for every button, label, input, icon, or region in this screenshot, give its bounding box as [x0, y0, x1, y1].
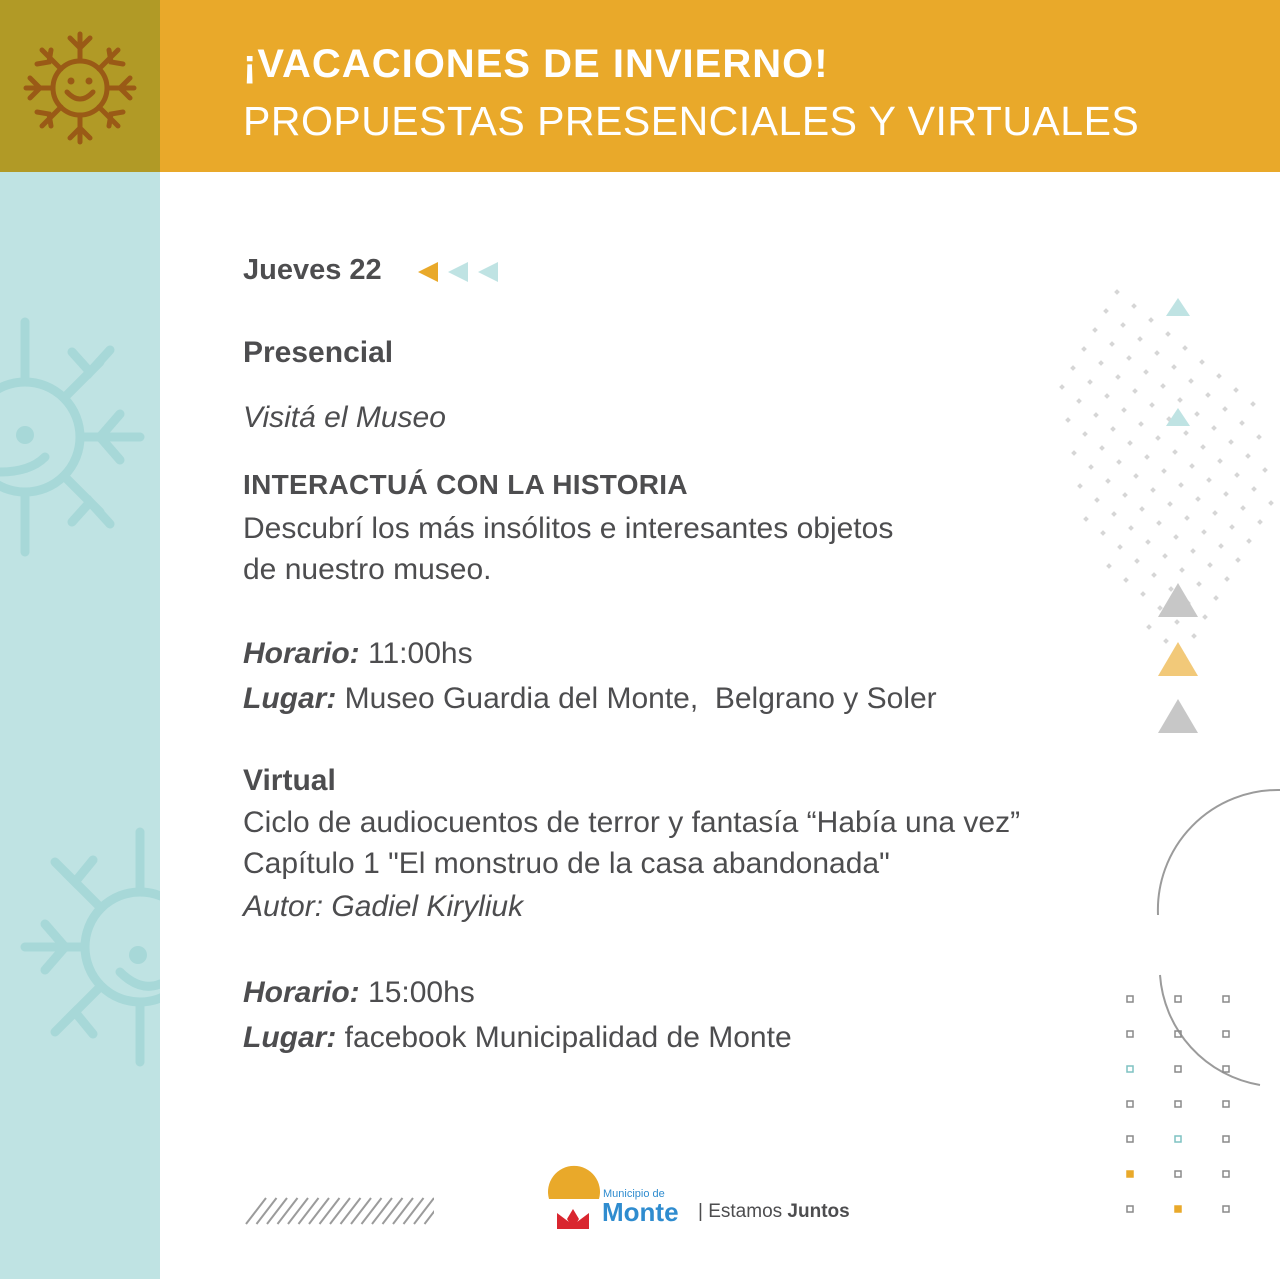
- dot: [1224, 576, 1230, 582]
- dot: [1216, 373, 1222, 379]
- dot: [1144, 454, 1150, 460]
- arc-line: [1160, 975, 1260, 1085]
- description-line: Descubrí los más insólitos e interesantes objetos: [243, 512, 894, 545]
- dot: [1093, 412, 1099, 418]
- dot: [1180, 652, 1186, 658]
- hatch-line: [246, 1198, 266, 1224]
- dot: [1228, 439, 1234, 445]
- grid-square: [1127, 1066, 1133, 1072]
- dot: [1185, 600, 1191, 606]
- dot: [1160, 383, 1166, 389]
- hatch-line: [320, 1198, 340, 1224]
- grid-square: [1127, 1101, 1133, 1107]
- grid-square: [1175, 1101, 1181, 1107]
- grid-square: [1127, 1171, 1133, 1177]
- dot: [1116, 459, 1122, 465]
- dot: [1109, 341, 1115, 347]
- hatch-line: [278, 1198, 298, 1224]
- schedule-value: 11:00hs: [368, 637, 473, 670]
- hatch-line: [383, 1198, 403, 1224]
- dot: [1190, 548, 1196, 554]
- day-label: Jueves 22: [243, 254, 382, 286]
- dot: [1199, 359, 1205, 365]
- tagline-regular: Estamos: [708, 1201, 783, 1222]
- dot: [1251, 486, 1257, 492]
- hatch-lines: [242, 1196, 434, 1226]
- triangle-arrows-icon: [418, 260, 500, 284]
- hatch-line: [309, 1198, 329, 1224]
- dot: [1205, 392, 1211, 398]
- logo-name: Monte: [602, 1197, 679, 1227]
- monte-logo-icon: [545, 1165, 603, 1231]
- dot: [1146, 624, 1152, 630]
- grid-square: [1223, 1066, 1229, 1072]
- grid-square: [1175, 1171, 1181, 1177]
- dot: [1065, 417, 1071, 423]
- virtual-schedule: [243, 976, 475, 1010]
- dot: [1250, 401, 1256, 407]
- place-label: Lugar:: [243, 682, 337, 715]
- dot: [1092, 327, 1098, 333]
- dot: [1133, 473, 1139, 479]
- dot: [1120, 322, 1126, 328]
- dot: [1138, 421, 1144, 427]
- dot: [1114, 289, 1120, 295]
- dot: [1154, 350, 1160, 356]
- dot: [1177, 397, 1183, 403]
- grid-square: [1223, 1206, 1229, 1212]
- dot: [1207, 562, 1213, 568]
- dot: [1137, 336, 1143, 342]
- dot: [1149, 402, 1155, 408]
- dot: [1111, 511, 1117, 517]
- dot: [1217, 458, 1223, 464]
- triangle-icon: [1158, 583, 1198, 617]
- dot: [1077, 483, 1083, 489]
- dot: [1213, 595, 1219, 601]
- dot: [1202, 614, 1208, 620]
- dot: [1151, 572, 1157, 578]
- grid-square: [1127, 996, 1133, 1002]
- dot: [1139, 506, 1145, 512]
- dot: [1211, 425, 1217, 431]
- logo-municipio: Municipio de: [603, 1188, 665, 1200]
- dot: [1196, 581, 1202, 587]
- triangle-icon: [1158, 699, 1198, 733]
- arc-line: [1158, 790, 1280, 915]
- hatch-line: [351, 1198, 371, 1224]
- dot: [1240, 505, 1246, 511]
- hatch-line: [267, 1198, 287, 1224]
- dot: [1234, 472, 1240, 478]
- grid-square: [1175, 1031, 1181, 1037]
- dot: [1143, 369, 1149, 375]
- dot: [1081, 346, 1087, 352]
- dot: [1206, 477, 1212, 483]
- dot: [1173, 534, 1179, 540]
- dot: [1157, 605, 1163, 611]
- dot: [1132, 388, 1138, 394]
- presencial-title: Presencial: [243, 336, 394, 369]
- presencial-activity: Visitá el Museo: [243, 401, 446, 434]
- dot: [1128, 525, 1134, 531]
- dot: [1212, 510, 1218, 516]
- dot: [1229, 524, 1235, 530]
- place-value: facebook Municipalidad de Monte: [344, 1021, 792, 1054]
- dot: [1223, 491, 1229, 497]
- dot: [1167, 501, 1173, 507]
- tagline-bold: Juntos: [787, 1201, 850, 1222]
- description-line: Capítulo 1 "El monstruo de la casa abandonada": [243, 847, 890, 880]
- virtual-title: Virtual: [243, 764, 336, 797]
- dot: [1117, 544, 1123, 550]
- triangle-icon: [1158, 642, 1198, 676]
- hatch-line: [404, 1198, 424, 1224]
- dot: [1163, 638, 1169, 644]
- dot: [1245, 453, 1251, 459]
- dot: [1123, 577, 1129, 583]
- virtual-author: Autor: Gadiel Kiryliuk: [243, 890, 524, 923]
- dot: [1088, 464, 1094, 470]
- hatch-line: [393, 1198, 413, 1224]
- dot: [1110, 426, 1116, 432]
- dot: [1105, 478, 1111, 484]
- grid-square: [1223, 996, 1229, 1002]
- dot: [1162, 553, 1168, 559]
- dot: [1099, 445, 1105, 451]
- dot: [1166, 416, 1172, 422]
- hatch-line: [362, 1198, 382, 1224]
- dot: [1150, 487, 1156, 493]
- dot: [1183, 430, 1189, 436]
- description-line: Ciclo de audiocuentos de terror y fantasía “Había una vez”: [243, 806, 1021, 839]
- dot: [1239, 420, 1245, 426]
- presencial-heading: INTERACTUÁ CON LA HISTORIA: [243, 469, 688, 500]
- dot: [1070, 365, 1076, 371]
- dot: [1222, 406, 1228, 412]
- dot: [1246, 538, 1252, 544]
- dot: [1104, 393, 1110, 399]
- grid-square: [1127, 1206, 1133, 1212]
- dot: [1268, 500, 1274, 506]
- dot: [1145, 539, 1151, 545]
- dot: [1115, 374, 1121, 380]
- dot: [1071, 450, 1077, 456]
- dot: [1059, 384, 1065, 390]
- presencial-place: [243, 682, 937, 716]
- dot: [1106, 563, 1112, 569]
- dot: [1165, 331, 1171, 337]
- decorative-pattern: [1020, 180, 1280, 1240]
- grid-square: [1223, 1031, 1229, 1037]
- header-subtitle: PROPUESTAS PRESENCIALES Y VIRTUALES: [243, 98, 1140, 144]
- dot: [1103, 308, 1109, 314]
- grid-square: [1175, 996, 1181, 1002]
- schedule-value: 15:00hs: [368, 976, 475, 1009]
- dot: [1082, 431, 1088, 437]
- dot: [1179, 567, 1185, 573]
- dot: [1140, 591, 1146, 597]
- dot: [1100, 530, 1106, 536]
- hatch-line: [257, 1198, 277, 1224]
- dot: [1184, 515, 1190, 521]
- dot: [1262, 467, 1268, 473]
- header-corner: [0, 0, 160, 172]
- grid-square: [1175, 1066, 1181, 1072]
- dot: [1257, 519, 1263, 525]
- dot: [1083, 516, 1089, 522]
- dot: [1134, 558, 1140, 564]
- place-value: Museo Guardia del Monte, Belgrano y Soler: [344, 682, 937, 715]
- dot: [1172, 449, 1178, 455]
- dot: [1235, 557, 1241, 563]
- grid-square: [1127, 1031, 1133, 1037]
- virtual-description: [243, 802, 1020, 884]
- dot: [1087, 379, 1093, 385]
- dot: [1182, 345, 1188, 351]
- dot: [1094, 497, 1100, 503]
- dot: [1155, 435, 1161, 441]
- dot: [1218, 543, 1224, 549]
- dot: [1174, 619, 1180, 625]
- dot: [1126, 355, 1132, 361]
- hatch-line: [299, 1198, 319, 1224]
- grid-square: [1223, 1136, 1229, 1142]
- dot: [1161, 468, 1167, 474]
- triangle-icon: [1166, 408, 1190, 426]
- dot: [1200, 444, 1206, 450]
- presencial-description: [243, 508, 893, 590]
- schedule-label: Horario:: [243, 637, 360, 670]
- dot: [1194, 411, 1200, 417]
- dot: [1098, 360, 1104, 366]
- triangle-icon: [1166, 298, 1190, 316]
- dot: [1189, 463, 1195, 469]
- hatch-line: [372, 1198, 392, 1224]
- description-line: de nuestro museo.: [243, 553, 492, 586]
- grid-square: [1175, 1136, 1181, 1142]
- hatch-line: [425, 1198, 435, 1224]
- grid-square: [1127, 1136, 1133, 1142]
- dot: [1121, 407, 1127, 413]
- logo-tagline: [698, 1201, 850, 1223]
- dot: [1122, 492, 1128, 498]
- dot: [1076, 398, 1082, 404]
- dot: [1233, 387, 1239, 393]
- grid-square: [1223, 1101, 1229, 1107]
- presencial-schedule: [243, 637, 473, 671]
- dot: [1201, 529, 1207, 535]
- virtual-place: [243, 1021, 792, 1055]
- header-title: ¡VACACIONES DE INVIERNO!: [243, 42, 829, 86]
- hatch-line: [330, 1198, 350, 1224]
- schedule-label: Horario:: [243, 976, 360, 1009]
- dot: [1168, 586, 1174, 592]
- dot: [1127, 440, 1133, 446]
- dot: [1191, 633, 1197, 639]
- dot: [1188, 378, 1194, 384]
- dot: [1171, 364, 1177, 370]
- hatch-line: [414, 1198, 434, 1224]
- left-band: [0, 172, 160, 1279]
- dot: [1195, 496, 1201, 502]
- dot: [1256, 434, 1262, 440]
- dot: [1156, 520, 1162, 526]
- grid-square: [1175, 1206, 1181, 1212]
- hatch-line: [288, 1198, 308, 1224]
- dot: [1178, 482, 1184, 488]
- grid-square: [1223, 1171, 1229, 1177]
- logo-separator: |: [698, 1201, 703, 1222]
- dot: [1131, 303, 1137, 309]
- place-label: Lugar:: [243, 1021, 337, 1054]
- dot: [1148, 317, 1154, 323]
- hatch-line: [341, 1198, 361, 1224]
